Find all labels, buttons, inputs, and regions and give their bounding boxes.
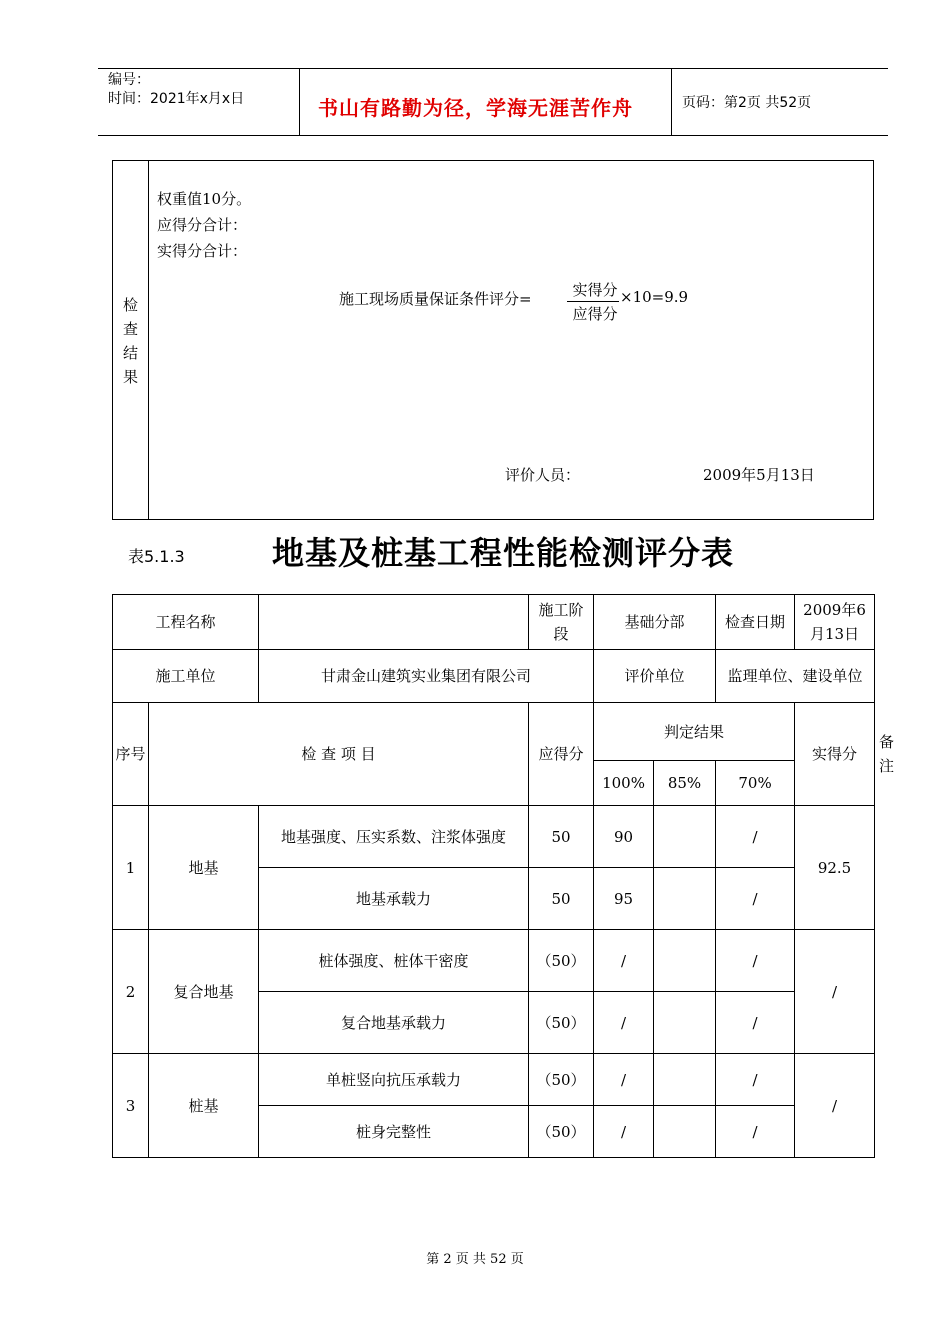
code-label: 编号：: [108, 72, 150, 88]
row-seq: 1: [113, 806, 149, 930]
row-item-should: （50）: [529, 930, 594, 992]
header-divider-left: [299, 68, 300, 136]
formula-denominator: 应得分: [572, 305, 618, 323]
check-date-value: 2009年6月13日: [795, 595, 875, 650]
evaluator-unit-value: 监理单位、建设单位: [716, 650, 875, 703]
evaluator-unit-label: 评价单位: [594, 650, 716, 703]
formula-suffix: ×10=9.9: [620, 288, 689, 306]
side-label-char: 结: [122, 344, 138, 362]
col-p70: 70%: [716, 761, 795, 806]
row-actual: 92.5: [795, 806, 875, 930]
score-table: [112, 594, 895, 1158]
row-item-p70: /: [716, 868, 795, 930]
row-actual: /: [795, 1054, 875, 1158]
row-item-p70: /: [716, 1106, 795, 1158]
col-p100: 100%: [594, 761, 654, 806]
row-item-name: 桩身完整性: [259, 1106, 529, 1158]
header-bottom-rule: [98, 135, 888, 136]
row-actual: /: [795, 930, 875, 1054]
row-item-p70: /: [716, 992, 795, 1054]
header-top-rule: [98, 68, 888, 69]
header-divider-right: [671, 68, 672, 136]
check-result-separator: [148, 161, 149, 519]
fraction-bar: [567, 301, 619, 302]
table-number: 表5.1.3: [128, 547, 185, 566]
row-seq: 2: [113, 930, 149, 1054]
row-item-p85: [654, 1106, 716, 1158]
check-date-label: 检查日期: [716, 595, 795, 650]
row-item-should: 50: [529, 806, 594, 868]
col-should: 应得分: [529, 703, 594, 806]
row-item-should: （50）: [529, 1054, 594, 1106]
row-seq: 3: [113, 1054, 149, 1158]
row-item-should: 50: [529, 868, 594, 930]
side-label-char: 查: [122, 320, 138, 338]
row-item-name: 单桩竖向抗压承载力: [259, 1054, 529, 1106]
info-row-2: [113, 650, 875, 703]
header-row-1: 序号 检 查 项 目 应得分 判定结果 实得分 备注: [113, 703, 875, 761]
row-item-p100: 90: [594, 806, 654, 868]
col-judge: 判定结果: [594, 703, 795, 761]
page-footer: 第 2 页 共 52 页: [426, 1252, 524, 1267]
row-item-p85: [654, 806, 716, 868]
row-item-p70: /: [716, 1054, 795, 1106]
row-item-name: 复合地基承载力: [259, 992, 529, 1054]
side-label-char: 检: [122, 296, 138, 314]
evaluator-label: 评价人员：: [505, 466, 581, 484]
row-item-p100: /: [594, 1054, 654, 1106]
col-p85: 85%: [654, 761, 716, 806]
row-category: 地基: [149, 806, 259, 930]
row-item-should: （50）: [529, 1106, 594, 1158]
row-item-name: 地基强度、压实系数、注浆体强度: [259, 806, 529, 868]
formula-prefix: 施工现场质量保证条件评分=: [339, 290, 532, 308]
row-item-p100: 95: [594, 868, 654, 930]
col-item: 检 查 项 目: [149, 703, 529, 806]
stage-label: 施工阶段: [529, 595, 594, 650]
side-label-char: 果: [122, 368, 138, 386]
page-label: 页码：第2页 共52页: [682, 95, 812, 111]
evaluation-date: 2009年5月13日: [703, 466, 815, 484]
project-name-value: [259, 595, 529, 650]
row-item-p85: [654, 992, 716, 1054]
time-label: 时间：2021年x月x日: [108, 91, 245, 107]
check-result-box: [112, 160, 874, 520]
actual-total-line: 实得分合计：: [157, 242, 248, 260]
builder-label: 施工单位: [113, 650, 259, 703]
row-item-p100: /: [594, 992, 654, 1054]
builder-value: 甘肃金山建筑实业集团有限公司: [259, 650, 594, 703]
info-row-1: [113, 595, 875, 650]
table-row: [113, 1054, 875, 1106]
row-category: 桩基: [149, 1054, 259, 1158]
col-actual: 实得分: [795, 703, 875, 806]
row-item-p100: /: [594, 1106, 654, 1158]
project-name-label: 工程名称: [113, 595, 259, 650]
row-item-p85: [654, 930, 716, 992]
row-item-p85: [654, 1054, 716, 1106]
weight-line: 权重值10分。: [157, 190, 252, 208]
motto: 书山有路勤为径，学海无涯苦作舟: [318, 96, 633, 120]
page-title: 地基及桩基工程性能检测评分表: [272, 534, 735, 572]
stage-value: 基础分部: [594, 595, 716, 650]
row-item-p100: /: [594, 930, 654, 992]
table-row: [113, 806, 875, 868]
row-item-name: 桩体强度、桩体干密度: [259, 930, 529, 992]
row-item-should: （50）: [529, 992, 594, 1054]
col-seq: 序号: [113, 703, 149, 806]
row-item-p85: [654, 868, 716, 930]
row-item-p70: /: [716, 806, 795, 868]
should-total-line: 应得分合计：: [157, 216, 248, 234]
row-category: 复合地基: [149, 930, 259, 1054]
row-item-p70: /: [716, 930, 795, 992]
formula-numerator: 实得分: [572, 281, 618, 299]
row-item-name: 地基承载力: [259, 868, 529, 930]
table-row: [113, 930, 875, 992]
